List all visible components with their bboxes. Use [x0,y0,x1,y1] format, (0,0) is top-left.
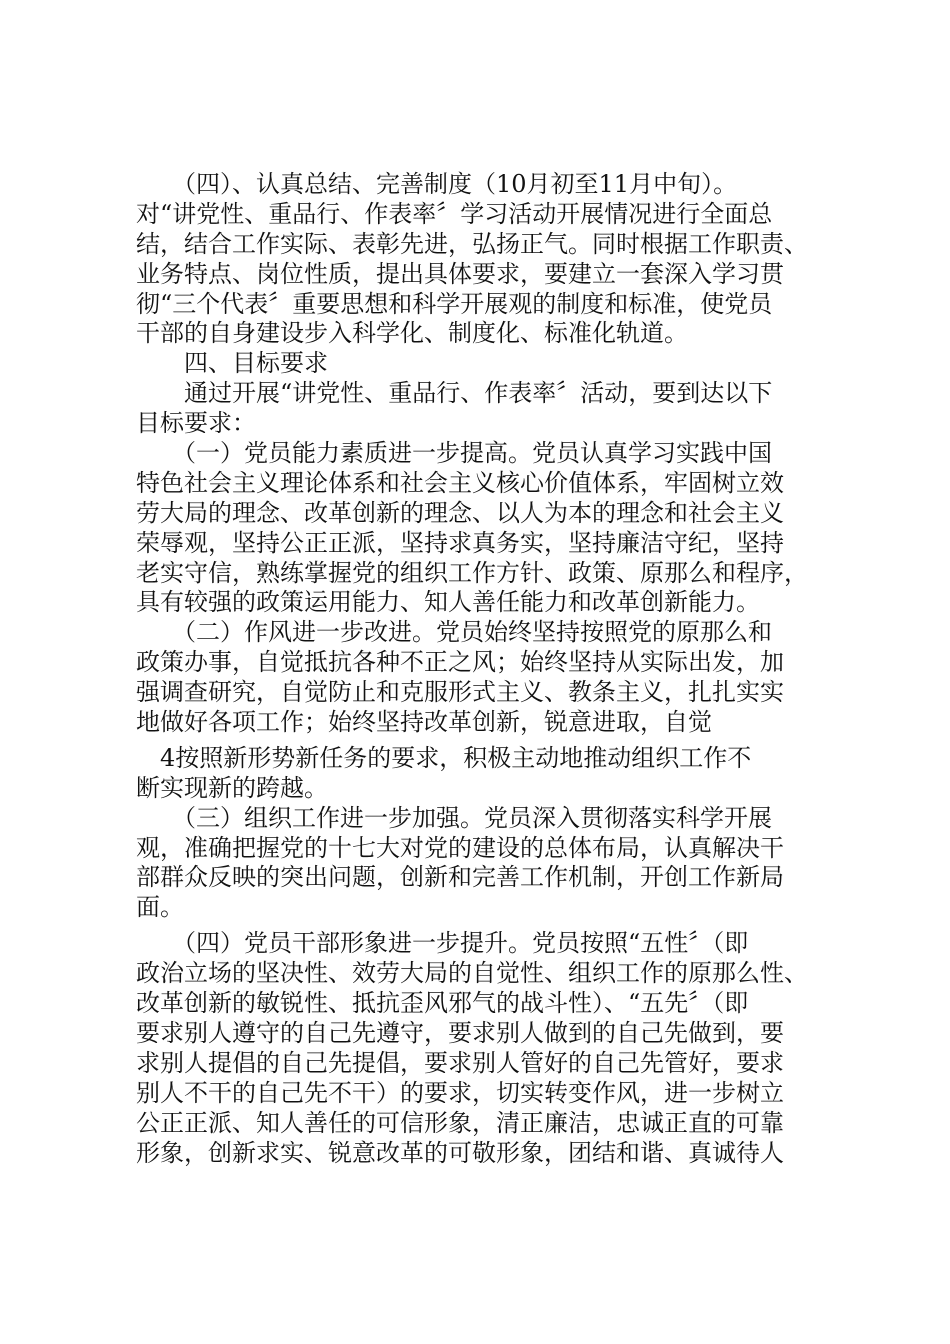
text-line: 求别人提倡的自己先提倡，要求别人管好的自己先管好，要求 [136,1048,784,1077]
text-line: 公正正派、知人善任的可信形象，清正廉洁，忠诚正直的可靠 [136,1108,784,1137]
text-line: 结，结合工作实际、表彰先进，弘扬正气。同时根据工作职责、 [136,229,808,258]
text-line: 荣辱观，坚持公正正派，坚持求真务实，坚持廉洁守纪，坚持 [136,528,784,557]
text-line: 老实守信，熟练掌握党的组织工作方针、政策、原那么和程序， [136,558,808,587]
text-line: （三）组织工作进一步加强。党员深入贯彻落实科学开展 [136,803,772,832]
section-heading: 四、目标要求 [136,349,328,378]
text-line: 地做好各项工作；始终坚持改革创新，锐意进取，自觉 [136,708,712,737]
text-line: 政策办事，自觉抵抗各种不正之风；始终坚持从实际出发，加 [136,648,784,677]
text-line: 形象，创新求实、锐意改革的可敬形象，团结和谐、真诚待人 [136,1138,784,1167]
text-line: 具有较强的政策运用能力、知人善任能力和改革创新能力。 [136,588,760,617]
text-line: 改革创新的敏锐性、抵抗歪风邪气的战斗性）、“五先〞（即 [136,989,749,1018]
text-line: （四）党员干部形象进一步提升。党员按照“五性〞（即 [136,929,749,958]
text-line: （二）作风进一步改进。党员始终坚持按照党的原那么和 [136,618,772,647]
text-line: 部群众反映的突出问题，创新和完善工作机制，开创工作新局 [136,863,784,892]
text-line: 面。 [136,893,184,922]
text-line: 彻“三个代表〞重要思想和科学开展观的制度和标准，使党员 [136,289,773,318]
text-line: 4按照新形势新任务的要求，积极主动地推动组织工作不 [136,743,752,772]
text-line: （一）党员能力素质进一步提高。党员认真学习实践中国 [136,439,772,468]
text-line: 干部的自身建设步入科学化、制度化、标准化轨道。 [136,319,688,348]
text-line: 业务特点、岗位性质，提出具体要求，要建立一套深入学习贯 [136,259,784,288]
text-line: （四）、认真总结、完善制度（10月初至11月中旬）。 [136,170,738,198]
text-line: 要求别人遵守的自己先遵守，要求别人做到的自己先做到，要 [136,1018,784,1047]
text-line: 对“讲党性、重品行、作表率〞学习活动开展情况进行全面总 [136,199,773,228]
text-line: 通过开展“讲党性、重品行、作表率〞活动，要到达以下 [136,379,773,408]
text-line: 目标要求： [136,409,256,438]
text-line: 政治立场的坚决性、效劳大局的自觉性、组织工作的原那么性、 [136,959,808,988]
text-line: 别人不干的自己先不干）的要求，切实转变作风，进一步树立 [136,1078,784,1107]
text-line: 强调查研究，自觉防止和克服形式主义、教条主义，扎扎实实 [136,678,784,707]
document-body [136,170,826,1168]
text-line: 断实现新的跨越。 [136,773,328,802]
text-line: 观，准确把握党的十七大对党的建设的总体布局，认真解决干 [136,833,784,862]
text-line: 劳大局的理念、改革创新的理念、以人为本的理念和社会主义 [136,498,784,527]
text-line: 特色社会主义理论体系和社会主义核心价值体系，牢固树立效 [136,468,784,497]
